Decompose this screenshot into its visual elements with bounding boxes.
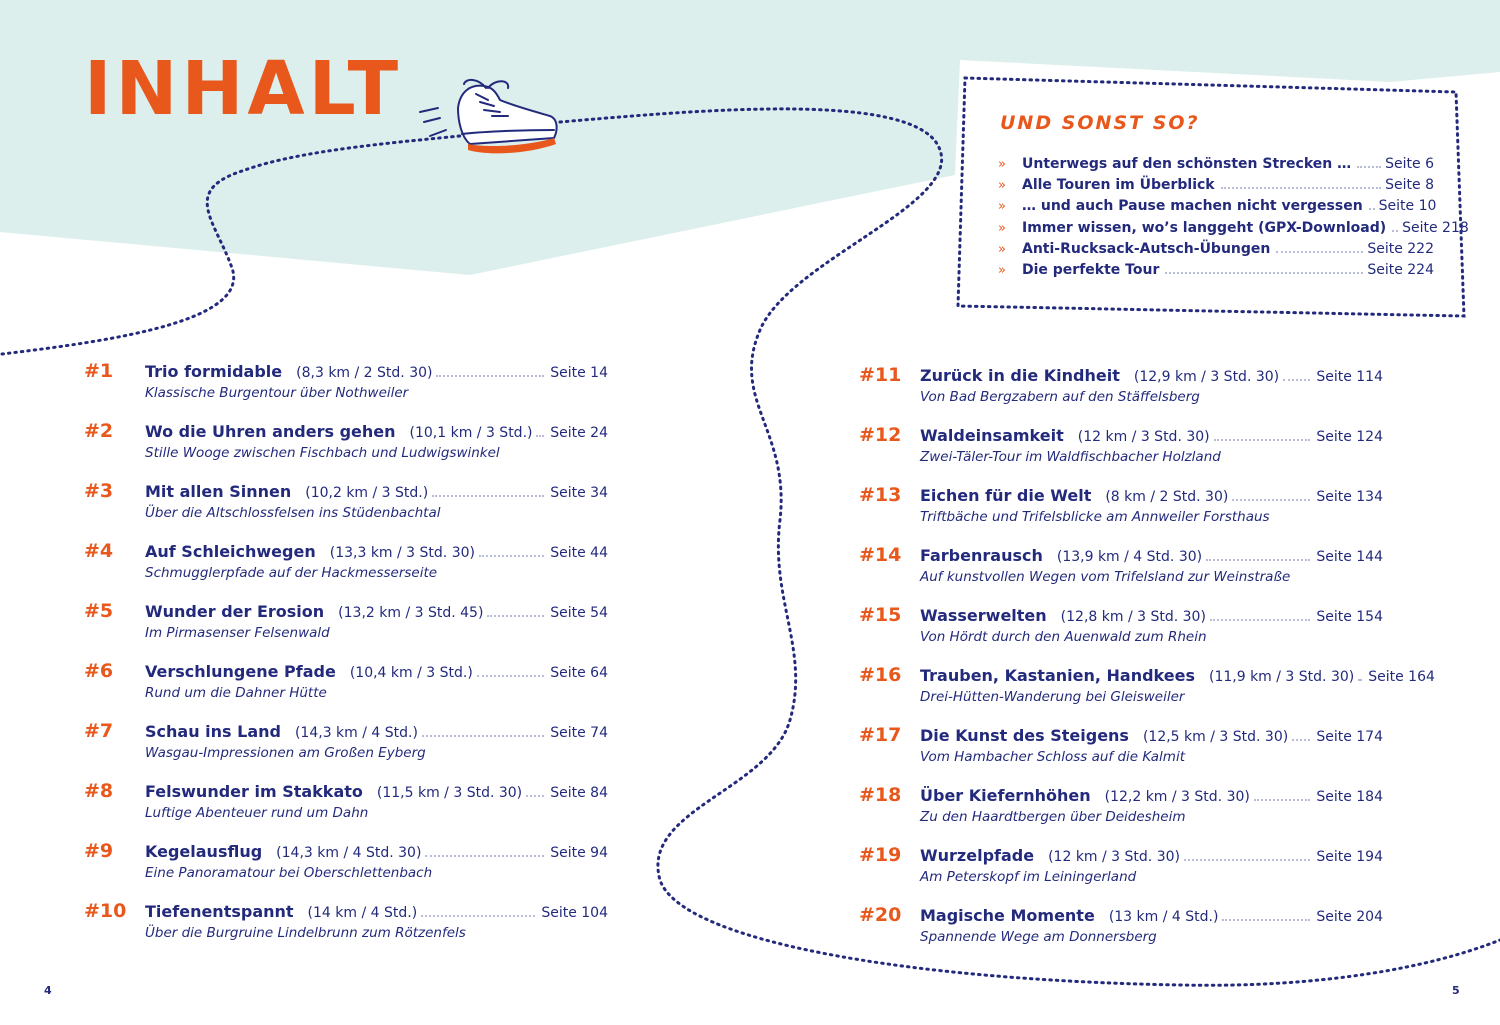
- extras-item-label: Unterwegs auf den schönsten Strecken …: [1022, 156, 1352, 172]
- toc-entry-line: [145, 542, 608, 561]
- hiking-boot-icon: [418, 78, 568, 168]
- tour-distance-duration: (8 km / 2 Std. 30): [1105, 489, 1229, 505]
- tour-subtitle: Stille Wooge zwischen Fischbach und Ludwigswinkel: [145, 445, 500, 461]
- tour-title: Wurzelpfade: [920, 846, 1035, 865]
- tour-title: Schau ins Land: [145, 722, 281, 741]
- tour-title: Auf Schleichwegen: [145, 542, 316, 561]
- tour-number: #12: [859, 424, 902, 446]
- tour-page: Seite 34: [550, 485, 608, 501]
- tour-page: Seite 64: [550, 665, 608, 681]
- extras-item: [998, 177, 1434, 198]
- tour-number: #11: [859, 364, 902, 386]
- tour-page: Seite 204: [1316, 909, 1383, 925]
- toc-entry: [84, 840, 608, 900]
- tour-number: #18: [859, 784, 902, 806]
- toc-entry-line: [145, 722, 608, 741]
- tour-number: #10: [84, 900, 127, 922]
- toc-entry: [859, 724, 1383, 784]
- toc-entry: [84, 420, 608, 480]
- leader-dots: [1292, 739, 1310, 741]
- tour-title: Felswunder im Stakkato: [145, 782, 363, 801]
- tour-subtitle: Zwei-Täler-Tour im Waldfischbacher Holzland: [920, 449, 1221, 465]
- leader-dots: [421, 915, 535, 917]
- tour-subtitle: Triftbäche und Trifelsblicke am Annweiler Forsthaus: [920, 509, 1270, 525]
- extras-box: [958, 78, 1469, 314]
- tour-page: Seite 14: [550, 365, 608, 381]
- toc-entry-line: [145, 482, 608, 501]
- toc-entry: [84, 900, 608, 960]
- tour-page: Seite 84: [550, 785, 608, 801]
- leader-dots: [526, 795, 544, 797]
- tour-distance-duration: (14,3 km / 4 Std.): [294, 725, 418, 741]
- leader-dots: [477, 675, 544, 677]
- extras-item: [998, 219, 1469, 241]
- tour-title: Kegelausflug: [145, 842, 263, 861]
- leader-dots: [1165, 272, 1363, 274]
- tour-distance-duration: (10,1 km / 3 Std.): [409, 425, 533, 441]
- tour-number: #1: [84, 360, 114, 382]
- toc-entry-line: [920, 726, 1383, 745]
- tour-page: Seite 104: [541, 905, 608, 921]
- tour-distance-duration: (12,2 km / 3 Std. 30): [1104, 789, 1250, 805]
- extras-item-page: Seite 8: [1385, 177, 1434, 194]
- leader-dots: [1254, 799, 1310, 801]
- chevron-double-right-icon: »: [998, 178, 1004, 194]
- toc-entry: [859, 484, 1383, 544]
- tour-page: Seite 74: [550, 725, 608, 741]
- tour-title: Trio formidable: [145, 362, 283, 381]
- leader-dots: [1214, 439, 1311, 441]
- toc-entry-line: [920, 786, 1383, 805]
- tour-title: Eichen für die Welt: [920, 486, 1092, 505]
- chevron-double-right-icon: »: [998, 220, 1004, 236]
- chevron-double-right-icon: »: [998, 262, 1004, 278]
- chevron-double-right-icon: »: [998, 157, 1004, 172]
- tour-number: #19: [859, 844, 902, 866]
- tour-subtitle: Luftige Abenteuer rund um Dahn: [145, 805, 369, 821]
- tour-title: Über Kiefernhöhen: [920, 786, 1091, 805]
- toc-entry-line: [145, 782, 608, 801]
- tour-title: Wo die Uhren anders gehen: [145, 422, 396, 441]
- toc-column-left: [84, 360, 608, 960]
- tour-number: #16: [859, 664, 902, 686]
- extras-item: [998, 262, 1434, 283]
- tour-title: Trauben, Kastanien, Handkees: [920, 666, 1195, 685]
- leader-dots: [1358, 679, 1362, 681]
- tour-number: #15: [859, 604, 902, 626]
- tour-distance-duration: (12,8 km / 3 Std. 30): [1060, 609, 1206, 625]
- tour-title: Die Kunst des Steigens: [920, 726, 1129, 745]
- tour-title: Mit allen Sinnen: [145, 482, 292, 501]
- tour-subtitle: Von Hördt durch den Auenwald zum Rhein: [920, 629, 1207, 645]
- leader-dots: [1206, 559, 1310, 561]
- leader-dots: [536, 435, 544, 437]
- toc-entry: [859, 844, 1383, 904]
- tour-number: #3: [84, 480, 114, 502]
- tour-title: Farbenrausch: [920, 546, 1043, 565]
- tour-distance-duration: (10,2 km / 3 Std.): [305, 485, 429, 501]
- extras-list: [998, 156, 1469, 283]
- leader-dots: [1222, 919, 1310, 921]
- tour-page: Seite 144: [1316, 549, 1383, 565]
- leader-dots: [479, 555, 544, 557]
- toc-entry: [859, 424, 1383, 484]
- toc-entry: [84, 360, 608, 420]
- extras-item: [998, 156, 1434, 177]
- page-title: INHALT: [84, 46, 403, 132]
- tour-page: Seite 154: [1316, 609, 1383, 625]
- tour-title: Zurück in die Kindheit: [920, 366, 1120, 385]
- toc-entry: [859, 544, 1383, 604]
- extras-item-page: Seite 10: [1378, 198, 1437, 215]
- toc-entry-line: [145, 602, 608, 621]
- leader-dots: [425, 855, 544, 857]
- tour-page: Seite 184: [1316, 789, 1383, 805]
- toc-entry-line: [920, 846, 1383, 865]
- tour-distance-duration: (13,2 km / 3 Std. 45): [338, 605, 484, 621]
- tour-subtitle: Von Bad Bergzabern auf den Stäffelsberg: [920, 389, 1200, 405]
- tour-distance-duration: (12,9 km / 3 Std. 30): [1133, 369, 1280, 385]
- tour-distance-duration: (13,9 km / 4 Std. 30): [1056, 549, 1203, 565]
- tour-page: Seite 124: [1316, 429, 1383, 445]
- extras-title: UND SONST SO?: [1000, 112, 1200, 134]
- leader-dots: [1232, 499, 1310, 501]
- tour-distance-duration: (11,5 km / 3 Std. 30): [376, 785, 523, 801]
- toc-entry: [84, 720, 608, 780]
- toc-entry-line: [145, 842, 608, 861]
- chevron-double-right-icon: »: [998, 241, 1004, 257]
- toc-entry: [84, 660, 608, 720]
- tour-title: Tiefenentspannt: [145, 902, 294, 921]
- tour-distance-duration: (14 km / 4 Std.): [307, 905, 418, 921]
- extras-item: [998, 241, 1434, 262]
- toc-entry: [859, 364, 1383, 424]
- leader-dots: [1357, 166, 1381, 168]
- extras-item-page: Seite 218: [1402, 219, 1469, 236]
- tour-number: #6: [84, 660, 114, 682]
- tour-page: Seite 174: [1316, 729, 1383, 745]
- toc-entry-line: [145, 902, 608, 921]
- tour-subtitle: Drei-Hütten-Wanderung bei Gleisweiler: [920, 689, 1185, 705]
- tour-page: Seite 194: [1316, 849, 1383, 865]
- extras-item-label: Immer wissen, wo’s langgeht (GPX-Download): [1022, 219, 1387, 236]
- toc-entry: [859, 904, 1383, 964]
- leader-dots: [487, 615, 544, 617]
- tour-distance-duration: (8,3 km / 2 Std. 30): [296, 365, 433, 381]
- tour-number: #7: [84, 720, 114, 742]
- chevron-double-right-icon: »: [998, 199, 1004, 215]
- tour-distance-duration: (12,5 km / 3 Std. 30): [1142, 729, 1289, 745]
- extras-item-label: Alle Touren im Überblick: [1022, 177, 1215, 194]
- tour-page: Seite 134: [1316, 489, 1383, 505]
- tour-number: #14: [859, 544, 902, 566]
- extras-item-label: Anti-Rucksack-Autsch-Übungen: [1022, 240, 1271, 257]
- leader-dots: [1276, 251, 1363, 253]
- toc-entry: [84, 540, 608, 600]
- toc-entry: [84, 600, 608, 660]
- tour-distance-duration: (13 km / 4 Std.): [1108, 909, 1219, 925]
- toc-entry-line: [145, 362, 608, 381]
- toc-entry: [859, 784, 1383, 844]
- tour-page: Seite 114: [1316, 369, 1383, 385]
- tour-subtitle: Am Peterskopf im Leiningerland: [920, 869, 1137, 885]
- extras-item-label: … und auch Pause machen nicht vergessen: [1022, 198, 1363, 215]
- tour-distance-duration: (12 km / 3 Std. 30): [1048, 849, 1180, 865]
- toc-entry: [84, 480, 608, 540]
- tour-subtitle: Wasgau-Impressionen am Großen Eyberg: [145, 745, 426, 761]
- tour-subtitle: Klassische Burgentour über Nothweiler: [145, 385, 409, 401]
- toc-entry-line: [920, 486, 1383, 505]
- extras-item-page: Seite 224: [1367, 261, 1434, 278]
- tour-subtitle: Im Pirmasenser Felsenwald: [145, 625, 330, 641]
- tour-subtitle: Über die Burgruine Lindelbrunn zum Rötzenfels: [145, 925, 466, 941]
- tour-page: Seite 54: [550, 605, 608, 621]
- tour-page: Seite 94: [550, 845, 608, 861]
- tour-distance-duration: (13,3 km / 3 Std. 30): [329, 545, 475, 561]
- tour-number: #9: [84, 840, 114, 862]
- tour-distance-duration: (12 km / 3 Std. 30): [1077, 429, 1210, 445]
- leader-dots: [432, 495, 544, 497]
- tour-distance-duration: (11,9 km / 3 Std. 30): [1208, 669, 1355, 685]
- tour-subtitle: Spannende Wege am Donnersberg: [920, 929, 1157, 945]
- tour-distance-duration: (14,3 km / 4 Std. 30): [276, 845, 422, 861]
- toc-entry: [84, 780, 608, 840]
- tour-subtitle: Über die Altschlossfelsen ins Stüdenbachtal: [145, 505, 441, 521]
- tour-page: Seite 164: [1368, 669, 1435, 685]
- tour-number: #20: [859, 904, 902, 926]
- leader-dots: [436, 375, 544, 377]
- toc-entry-line: [920, 906, 1383, 925]
- leader-dots: [1369, 208, 1375, 210]
- tour-number: #17: [859, 724, 902, 746]
- extras-item-page: Seite 6: [1385, 156, 1434, 172]
- toc-column-right: [859, 364, 1435, 964]
- leader-dots: [422, 735, 544, 737]
- tour-subtitle: Eine Panoramatour bei Oberschlettenbach: [145, 865, 433, 881]
- extras-item-label: Die perfekte Tour: [1022, 261, 1160, 278]
- tour-number: #13: [859, 484, 902, 506]
- toc-entry-line: [145, 422, 608, 441]
- tour-subtitle: Schmugglerpfade auf der Hackmesserseite: [145, 565, 438, 581]
- toc-entry-line: [920, 546, 1383, 565]
- tour-subtitle: Rund um die Dahner Hütte: [145, 685, 327, 701]
- toc-entry-line: [920, 366, 1383, 385]
- leader-dots: [1221, 187, 1382, 189]
- toc-entry: [859, 604, 1383, 664]
- tour-number: #4: [84, 540, 114, 562]
- leader-dots: [1392, 230, 1398, 232]
- tour-page: Seite 24: [550, 425, 608, 441]
- tour-title: Waldeinsamkeit: [920, 426, 1064, 445]
- toc-entry-line: [920, 666, 1435, 685]
- toc-entry-line: [145, 662, 608, 681]
- toc-entry: [859, 664, 1435, 724]
- tour-subtitle: Auf kunstvollen Wegen vom Trifelsland zur Weinstraße: [920, 569, 1291, 585]
- extras-item-page: Seite 222: [1367, 240, 1434, 257]
- tour-title: Verschlungene Pfade: [145, 662, 336, 681]
- tour-subtitle: Zu den Haardtbergen über Deidesheim: [920, 809, 1186, 825]
- page-number-right: 5: [1452, 984, 1460, 997]
- tour-number: #2: [84, 420, 114, 442]
- tour-title: Wunder der Erosion: [145, 602, 325, 621]
- tour-title: Magische Momente: [920, 906, 1095, 925]
- leader-dots: [1210, 619, 1310, 621]
- tour-page: Seite 44: [550, 545, 608, 561]
- page-number-left: 4: [44, 984, 52, 997]
- tour-title: Wasserwelten: [920, 606, 1047, 625]
- extras-item: [998, 198, 1437, 219]
- leader-dots: [1184, 859, 1310, 861]
- toc-entry-line: [920, 426, 1383, 445]
- tour-subtitle: Vom Hambacher Schloss auf die Kalmit: [920, 749, 1185, 765]
- tour-number: #8: [84, 780, 114, 802]
- tour-distance-duration: (10,4 km / 3 Std.): [349, 665, 473, 681]
- tour-number: #5: [84, 600, 114, 622]
- leader-dots: [1283, 379, 1310, 381]
- toc-entry-line: [920, 606, 1383, 625]
